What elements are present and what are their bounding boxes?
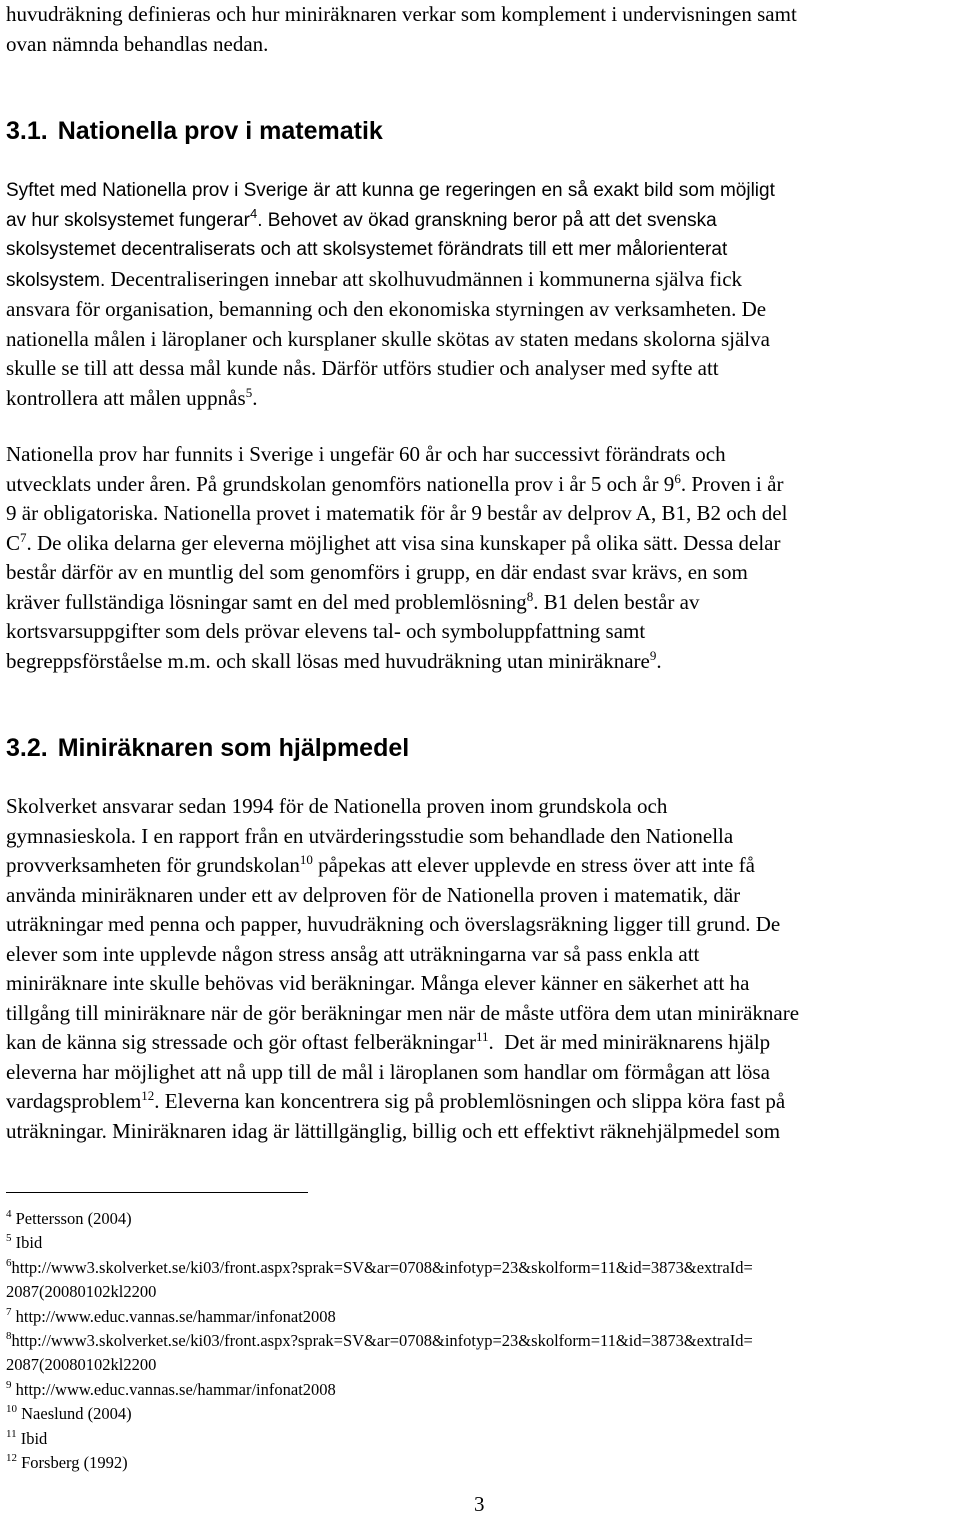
text-fragment: . B1 delen består av: [533, 589, 700, 614]
text-line: [6, 647, 956, 677]
footnote-text: Ibid: [16, 1428, 48, 1448]
section-number: 3.2.: [6, 734, 48, 762]
footnote-continuation: 2087(20080102kl2200: [6, 1282, 157, 1302]
page-number: 3: [474, 1492, 485, 1516]
text-line: kortsvarsuppgifter som dels prövar elevens tal- och symboluppfattning samt: [6, 619, 646, 643]
footnote-ref: 10: [299, 852, 313, 867]
text-line: skulle se till att dessa mål kunde nås. Därför utförs studier och analyser med syfte att: [6, 356, 719, 380]
footnote: [6, 1427, 958, 1451]
text-line: [6, 588, 956, 618]
text-line: nationella målen i läroplaner och kursplaner skulle skötas av staten medans skolorna själva: [6, 326, 770, 351]
section-title: Nationella prov i matematik: [57, 117, 383, 145]
text-line: ansvara för organisation, bemanning och den ekonomiska styrningen av verksamheten. De: [6, 297, 767, 321]
footnote-separator: [6, 1192, 308, 1193]
text-line: 9 är obligatoriska. Nationella provet i matematik för år 9 består av delprov A, B1, B2 och del: [6, 501, 788, 525]
footnote: [6, 1256, 958, 1280]
footnotes: [6, 1207, 958, 1475]
text-line: skolsystemet decentraliserats och att skolsystemet förändrats till ett mer målorienterat: [6, 239, 728, 260]
text-fragment: . Behovet av ökad granskning beror på att det svenska: [257, 209, 717, 231]
text-fragment: kan de känna sig stressade och gör oftast felberäkningar: [6, 1030, 476, 1054]
text-line: [6, 206, 956, 236]
footnote-ref: 4: [249, 205, 258, 221]
text-line: [6, 529, 956, 559]
text-fragment: kräver fullständiga lösningar samt en del med problemlösning: [6, 589, 527, 614]
text-line: använda miniräknaren under ett av delproven för de Nationella proven i matematik, där: [6, 882, 741, 907]
footnote: [6, 1451, 958, 1475]
footnote-number: 7: [6, 1305, 12, 1318]
text-line: Skolverket ansvarar sedan 1994 för de Nationella proven inom grundskola och: [6, 794, 668, 818]
section-heading-3-2: [6, 733, 409, 763]
text-fragment: kontrollera att målen uppnås: [6, 385, 246, 410]
text-line: [6, 851, 956, 881]
text-fragment: utvecklats under åren. På grundskolan genomförs nationella prov i år 5 och år 9: [6, 471, 675, 496]
text-fragment: .: [252, 385, 258, 410]
text-line: [6, 1087, 956, 1117]
footnote-link[interactable]: http://www.educ.vannas.se/hammar/infonat2008: [11, 1379, 336, 1399]
text-line: elever som inte upplevde någon stress ansåg att uträkningarna var så pass enkla att: [6, 941, 700, 966]
text-line: gymnasieskola. I en rapport från en utvärderingsstudie som behandlade den Nationella: [6, 823, 734, 848]
text-line: [6, 1028, 956, 1058]
footnote-continuation: 2087(20080102kl2200: [6, 1355, 157, 1375]
text-fragment: Decentraliseringen innebar att skolhuvudmännen i kommunerna själva fick: [105, 266, 743, 291]
footnote-ref: 5: [245, 384, 253, 400]
text-line: miniräknare inte skulle behövas vid beräkningar. Många elever känner en säkerhet att ha: [6, 971, 750, 995]
text-fragment: av hur skolsystemet fungerar: [6, 209, 250, 231]
footnote-ref: 7: [20, 529, 27, 545]
footnote-number: 4: [6, 1208, 12, 1220]
footnote: [6, 1207, 958, 1231]
text-line: Nationella prov har funnits i Sverige i ungefär 60 år och har successivt förändrats och: [6, 442, 726, 466]
footnote-text: Pettersson (2004): [11, 1209, 132, 1228]
text-fragment: begreppsförståelse m.m. och skall lösas med huvudräkning utan miniräknare: [6, 648, 650, 673]
text-fragment: . Proven i år: [680, 471, 784, 496]
text-line: består därför av en muntlig del som genomförs i grupp, en där endast svar krävs, en som: [6, 560, 748, 584]
text-fragment: påpekas att elever upplevde en stress över att inte få: [312, 853, 755, 877]
text-line: [6, 470, 956, 500]
footnote-text: Ibid: [11, 1233, 43, 1253]
footnote-number: 12: [6, 1452, 17, 1465]
intro-paragraph: [6, 0, 956, 59]
footnote-number: 10: [6, 1403, 17, 1416]
text-line: uträkningar. Miniräknaren idag är lättillgänglig, billig och ett effektivt räknehjälpmedel som: [6, 1118, 781, 1143]
footnote: [6, 1402, 958, 1426]
footnote: [6, 1305, 958, 1329]
text-fragment: . De olika delarna ger eleverna möjlighet att visa sina kunskaper på olika sätt. Dessa delar: [26, 530, 781, 555]
footnote-number: 11: [6, 1427, 17, 1440]
footnote-number: 9: [6, 1378, 12, 1391]
section-number: 3.1.: [6, 117, 48, 145]
footnote-ref: 6: [674, 470, 681, 486]
text-line: Syftet med Nationella prov i Sverige är att kunna ge regeringen en så exakt bild som möjligt: [6, 180, 775, 201]
footnote-link[interactable]: http://www3.skolverket.se/ki03/front.aspx?sprak=SV&ar=0708&infotyp=23&skolform=11&id=3873&extraId=: [11, 1331, 753, 1351]
footnote-ref: 12: [141, 1088, 155, 1103]
footnote-number: 6: [6, 1256, 12, 1269]
section-3-1-paragraph-2: [6, 440, 956, 676]
text-line: ovan nämnda behandlas nedan.: [6, 31, 269, 56]
footnote-text: Forsberg (1992): [17, 1453, 128, 1473]
footnote-ref: 9: [649, 647, 657, 663]
text-fragment: . Eleverna kan koncentrera sig på problemlösningen och slippa köra fast på: [154, 1089, 786, 1113]
footnote: [6, 1329, 958, 1353]
text-line: eleverna har möjlighet att nå upp till de mål i läroplanen som handlar om förmågan att lösa: [6, 1059, 770, 1084]
footnote: [6, 1378, 958, 1402]
text-fragment: skolsystem.: [6, 269, 106, 291]
text-fragment: .: [656, 648, 662, 673]
footnote-link[interactable]: http://www.educ.vannas.se/hammar/infonat2008: [11, 1306, 336, 1326]
text-fragment: provverksamheten för grundskolan: [6, 853, 300, 877]
footnote-number: 5: [6, 1232, 12, 1245]
footnote-ref: 8: [526, 588, 534, 604]
text-fragment: . Det är med miniräknarens hjälp: [488, 1030, 771, 1054]
footnote-number: 8: [6, 1330, 12, 1343]
section-3-1-paragraph-1: [6, 176, 956, 413]
text-line: uträkningar med penna och papper, huvudräkning och överslagsräkning ligger till grund. De: [6, 912, 781, 936]
footnote-ref: 11: [476, 1029, 489, 1044]
text-line: [6, 384, 956, 414]
footnote: [6, 1231, 958, 1255]
footnote-text: Naeslund (2004): [17, 1404, 132, 1424]
text-line: huvudräkning definieras och hur miniräknaren verkar som komplement i undervisningen samt: [6, 2, 797, 26]
section-title: Miniräknaren som hjälpmedel: [57, 734, 410, 762]
text-line: [6, 265, 956, 296]
text-fragment: C: [6, 530, 21, 555]
text-line: tillgång till miniräknare när de gör beräkningar men när de måste utföra dem utan miniräknare: [6, 1000, 800, 1025]
section-3-2-paragraph-1: [6, 792, 956, 1146]
footnote-link[interactable]: http://www3.skolverket.se/ki03/front.aspx?sprak=SV&ar=0708&infotyp=23&skolform=11&id=3873&extraId=: [11, 1257, 753, 1277]
text-fragment: vardagsproblem: [6, 1089, 142, 1113]
section-heading-3-1: [6, 116, 383, 146]
